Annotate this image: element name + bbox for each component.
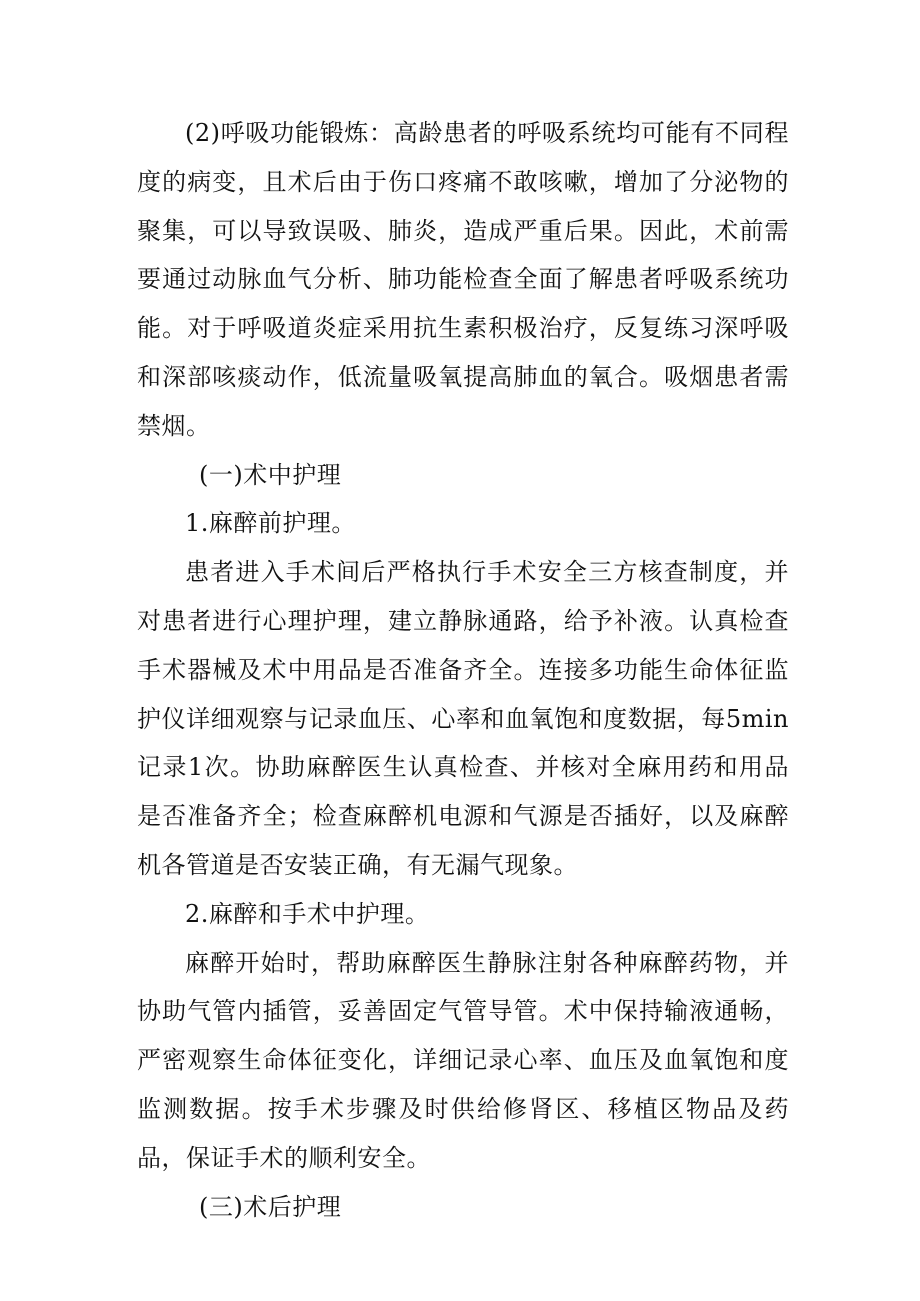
section-heading-intraoperative-care: (一)术中护理 [199,460,342,489]
section-heading-postoperative-care: (三)术后护理 [199,1192,342,1221]
subheading-pre-anesthesia-care: 1.麻醉前护理。 [185,509,356,538]
document-body [137,109,789,1231]
paragraph-pre-anesthesia-care: 患者进入手术间后严格执行手术安全三方核查制度，并对患者进行心理护理，建立静脉通路，给予补液。认真检查手术器械及术中用品是否准备齐全。连接多功能生命体征监护仪详细观察与记录血压、心率和血氧饱和度数据，每5min记录1次。协助麻醉医生认真检查、并核对全麻用药和用品是否准备齐全；检查麻醉机电源和气源是否插好，以及麻醉机各管道是否安装正确，有无漏气现象。 [137,558,789,879]
paragraph-anesthesia-surgery-care: 麻醉开始时，帮助麻醉医生静脉注射各种麻醉药物，并协助气管内插管，妥善固定气管导管。术中保持输液通畅，严密观察生命体征变化，详细记录心率、血压及血氧饱和度监测数据。按手术步骤及时供给修肾区、移植区物品及药品，保证手术的顺利安全。 [137,948,789,1172]
subheading-anesthesia-surgery-care: 2.麻醉和手术中护理。 [185,899,430,928]
paragraph-respiratory-training: (2)呼吸功能锻炼：高龄患者的呼吸系统均可能有不同程度的病变，且术后由于伤口疼痛不敢咳嗽，增加了分泌物的聚集，可以导致误吸、肺炎，造成严重后果。因此，术前需要通过动脉血气分析、肺功能检查全面了解患者呼吸系统功能。对于呼吸道炎症采用抗生素积极治疗，反复练习深呼吸和深部咳痰动作，低流量吸氧提高肺血的氧合。吸烟患者需禁烟。 [137,119,789,440]
